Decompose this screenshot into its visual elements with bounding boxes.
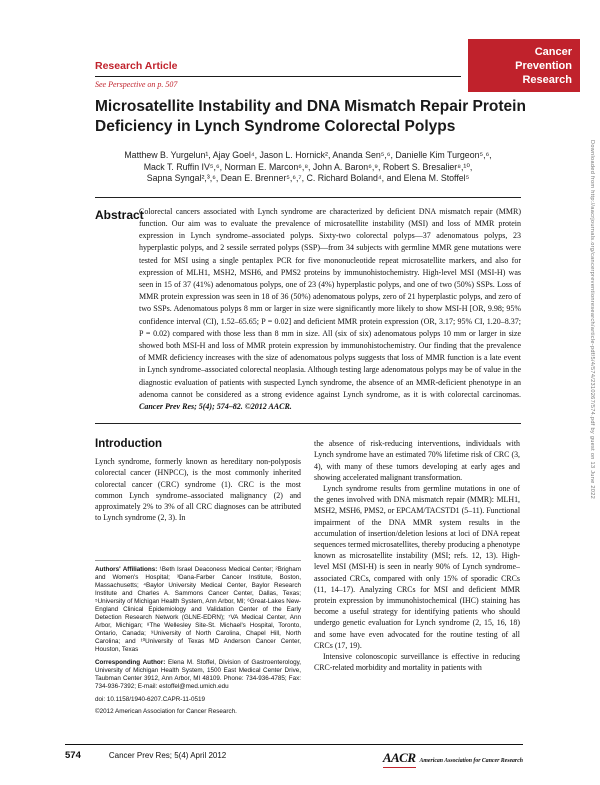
abstract-citation: Cancer Prev Res; 5(4); 574–82. ©2012 AACR. (139, 402, 292, 412)
download-notice: Downloaded from http://aacrjournals.org/cancerpreventionresearch/article-pdf/5/4/574/2310267/574.pdf by guest on 13 June 2022 (589, 140, 595, 500)
introduction-paragraph: Lynch syndrome, formerly known as hereditary non-polyposis colorectal cancer (HNPCC), is the most commonly inherited colorectal cancer (CRC) syndrome (1). CRC is the most common Lynch syndrome–associated malignancy (2) and approximately 2% to 3% of all CRC diagnoses can be attributed to Lynch syndrome (2, 3). In (95, 457, 301, 523)
corresponding-author-label: Corresponding Author: (95, 659, 166, 667)
left-column (95, 438, 301, 720)
aacr-logo-mark: AACR (383, 750, 416, 768)
affiliations-text: ¹Beth Israel Deaconess Medical Center; ²Brigham and Women's Hospital; ³Dana-Farber Cancer Institute, Boston, Massachusetts; ⁴Baylor University Medical Center, Baylor Research Institute and Charles A. Sammons Cancer Center, Dallas, Texas; ⁵University of Michigan Health System, Ann Arbor, MI; ⁶Great-Lakes New-England Clinical Epidemiology and Validation Center of the Early Detection Research Network (GLNE-EDRN); ⁷VA Medical Center, Ann Arbor, Michigan; ⁸The Wellesley Site-St. Michael's Hospital, Toronto, Ontario, Canada; ⁹University of North Carolina, Chapel Hill, North Carolina; and ¹⁰University of Texas MD Anderson Cancer Center, Houston, Texas (95, 566, 302, 654)
aacr-logo (383, 750, 523, 768)
journal-badge-line: Cancer (534, 46, 572, 58)
abstract-section (95, 197, 521, 424)
perspective-note: See Perspective on p. 507 (95, 80, 178, 89)
body-columns (95, 438, 521, 720)
page-content (95, 60, 526, 720)
journal-badge-line: Prevention (515, 60, 572, 72)
aacr-logo-name: American Association for Cancer Research (419, 757, 523, 764)
article-type-label: Research Article (95, 60, 178, 72)
affiliations-label: Authors' Affiliations: (95, 566, 158, 574)
body-paragraph: Lynch syndrome results from germline mutations in one of the genes involved with DNA mismatch repair (MMR): MLH1, MSH2, MSH6, PMS2, or EPCAM/TACSTD1 (5–11). Functional impairment of the DNA MMR system results in the accumulation of insertion/deletion lesions at loci of DNA repeat sequences termed microsatellites, thereby producing a phenotype known as microsatellite instability (MSI; refs. 12, 13). High-level MSI (MSI-H) is seen in nearly 90% of Lynch syndrome–associated CRCs, compared with only 15% of sporadic CRCs (11, 14–17). Analyzing CRCs for MSI and deficient MMR protein expression by immunohistochemical (IHC) staining has become a useful strategy for identifying patients who should undergo genetic evaluation for Lynch syndrome (2, 15, 16, 18) and some have even advocated for the routine testing of all CRCs (17, 19). (314, 484, 521, 650)
header-divider (95, 76, 461, 77)
right-column (314, 438, 520, 720)
abstract-body: Colorectal cancers associated with Lynch syndrome are characterized by deficient DNA mismatch repair (MMR) function. Our aim was to evaluate the prevalence of microsatellite instability (MSI) and loss of MMR protein expression in Lynch syndrome–associated polyps. Sixty-two colorectal polyps—37 adenomatous polyps, 23 hyperplastic polyps, and 2 sessile serrated polyps (SSP)—from 34 subjects with germline MMR gene mutations were tested for MSI using a single pentaplex PCR for five mononucleotide repeat microsatellite markers, and also for expression of MLH1, MSH2, MSH6, and PMS2 proteins by immunohistochemistry. High-level MSI (MSI-H) was seen in 15 of 37 (41%) adenomatous polyps, one of 23 (4%) hyperplastic polyps, and one of two (50%) SSPs. Loss of MMR protein expression was seen in 18 of 36 (50%) adenomatous polyps, zero of 21 hyperplastic polyps, and zero of two SSPs. Adenomatous polyps 8 mm or larger in size were significantly more likely to show MSI-H [OR, 9.98; 95% confidence interval (CI), 1.52–65.65; P = 0.02] and deficient MMR protein expression (OR, 3.17; 95% CI, 1.20–8.37; P = 0.02) compared with those less than 8 mm in size. All (six of six) adenomatous polyps 10 mm or larger in size showed both MSI-H and loss of MMR protein expression by immunohistochemistry. Our finding that the prevalence of MMR deficiency increases with the size of adenomatous polyps suggests that loss of MMR function is a late event in Lynch syndrome–associated colorectal neoplasia. Although testing large adenomatous polyps may be of value in the diagnostic evaluation of patients with suspected Lynch syndrome, the absence of an MMR-deficient phenotype in an adenoma cannot be considered as a strong evidence against Lynch syndrome, as it is with colorectal carcinomas. (139, 206, 521, 399)
author-line: Sapna Syngal²,³,⁶, Dean E. Brenner⁵,⁶,⁷, C. Richard Boland⁴, and Elena M. Stoffel⁵ (146, 173, 470, 184)
body-paragraph: Intensive colonoscopic surveillance is effective in reducing CRC-related morbidity and mortality in patients with (314, 652, 520, 673)
body-paragraph: the absence of risk-reducing interventions, individuals with Lynch syndrome have an estimated 70% lifetime risk of CRC (3, 4), with many of these tumors developing at early ages and showing accelerated malignant transformation. (314, 439, 520, 482)
footnotes-block (95, 560, 301, 720)
page-footer (65, 744, 523, 768)
copyright-line: ©2012 American Association for Cancer Research. (95, 708, 237, 716)
introduction-heading: Introduction (95, 438, 163, 451)
abstract-text (139, 206, 521, 413)
author-line: Mack T. Ruffin IV⁵,⁶, Norman E. Marcon⁶,⁸, John A. Baron⁶,⁹, Robert S. Bresalier⁸,¹⁰, (143, 161, 473, 172)
affiliations-note (95, 566, 301, 654)
journal-badge-line: Research (522, 74, 572, 86)
corresponding-author-text: Elena M. Stoffel, Division of Gastroenterology, University of Michigan Health System, 1500 East Medical Center Drive, Taubman Center 3912, Ann Arbor, MI 48109. Phone: 734-936-4785; Fax: 734-936-7392; E-mail: estoffel@med.umich.edu (95, 659, 302, 691)
footer-citation: Cancer Prev Res; 5(4) April 2012 (108, 751, 227, 760)
author-line: Matthew B. Yurgelun¹, Ajay Goel⁴, Jason L. Hornick², Ananda Sen⁵,⁶, Danielle Kim Turgeon⁵,⁶, (124, 150, 492, 160)
author-list (95, 150, 521, 185)
page-number: 574 (65, 750, 81, 761)
corresponding-author-note (95, 659, 301, 691)
abstract-heading: Abstract (95, 207, 144, 222)
doi-line: doi: 10.1158/1940-6207.CAPR-11-0519 (95, 696, 206, 704)
article-title: Microsatellite Instability and DNA Mismatch Repair Protein Deficiency in Lynch Syndrome Colorectal Polyps (95, 98, 526, 135)
